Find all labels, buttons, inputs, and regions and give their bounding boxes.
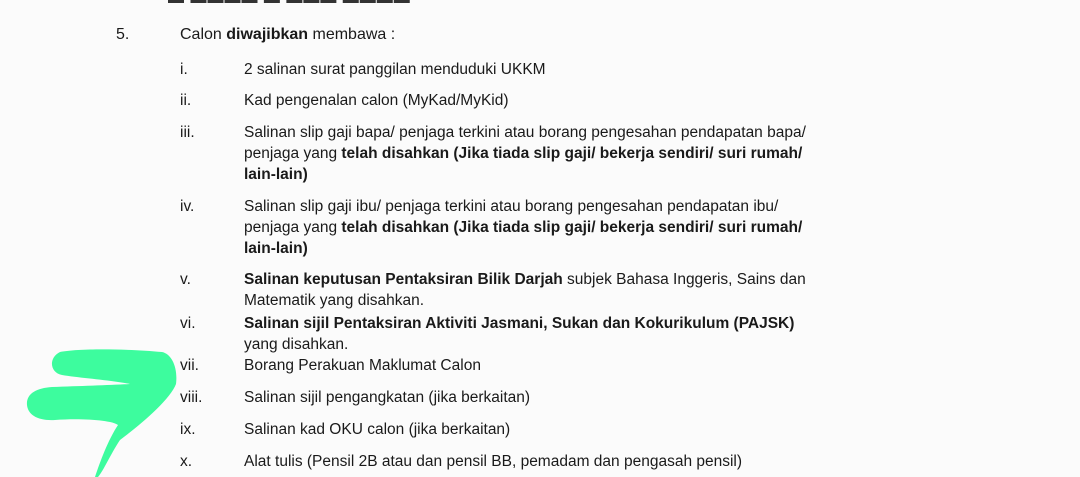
item-line-2-normal: penjaga yang (244, 145, 342, 162)
item-text (244, 269, 806, 311)
item-line-1: Salinan slip gaji ibu/ penjaga terkini atau borang pengesahan pendapatan ibu/ (244, 198, 779, 215)
item-numeral: x. (180, 453, 193, 470)
item-numeral: vi. (180, 315, 196, 332)
item-text (244, 122, 974, 185)
item-numeral: i. (180, 61, 188, 78)
item-text: Kad pengenalan calon (MyKad/MyKid) (244, 92, 509, 109)
item-numeral: iv. (180, 198, 195, 215)
item-line-2: yang disahkan. (244, 336, 349, 353)
cropped-previous-line (168, 0, 568, 3)
item-line-2 (244, 217, 802, 238)
item-numeral: ii. (180, 92, 192, 109)
item-line-3-bold: lain-lain) (244, 166, 308, 183)
item-line-3-bold: lain-lain) (244, 240, 308, 257)
item-text: 2 salinan surat panggilan menduduki UKKM (244, 61, 546, 78)
item-numeral: viii. (180, 389, 203, 406)
item-line-2: Matematik yang disahkan. (244, 292, 425, 309)
item-text: Salinan sijil pengangkatan (jika berkaitan) (244, 389, 531, 406)
intro-suffix: membawa : (308, 26, 396, 43)
item-line-1-bold: Salinan keputusan Pentaksiran Bilik Darjah (244, 271, 563, 288)
item-numeral: ix. (180, 421, 196, 438)
item-line-1 (244, 313, 794, 334)
item-text (244, 196, 802, 259)
item-numeral: v. (180, 271, 191, 288)
item-line-2-normal: penjaga yang (244, 219, 342, 236)
item-line-2-bold: telah disahkan (Jika tiada slip gaji/ bekerja sendiri/ suri rumah/ (341, 219, 803, 236)
item-text: Borang Perakuan Maklumat Calon (244, 357, 481, 374)
section-number: 5. (116, 26, 130, 43)
intro-prefix: Calon (180, 26, 227, 43)
item-line-3 (244, 164, 974, 185)
item-line-1 (244, 269, 806, 290)
item-line-2-bold: telah disahkan (Jika tiada slip gaji/ bekerja sendiri/ suri rumah/ (341, 145, 803, 162)
item-line-3 (244, 238, 802, 259)
highlighter-stroke (27, 349, 176, 477)
section-intro (180, 26, 395, 44)
item-line-2 (244, 143, 974, 164)
intro-bold: diwajibkan (226, 26, 309, 43)
item-text: Salinan kad OKU calon (jika berkaitan) (244, 421, 511, 438)
item-line-1-normal: subjek Bahasa Inggeris, Sains dan (562, 271, 806, 288)
highlighter-arrow-icon (0, 0, 240, 477)
item-line-1: Salinan slip gaji bapa/ penjaga terkini atau borang pengesahan pendapatan bapa/ (244, 124, 806, 141)
item-line-1-bold: Salinan sijil Pentaksiran Aktiviti Jasmani, Sukan dan Kokurikulum (PAJSK) (244, 315, 795, 332)
item-text (244, 313, 794, 355)
item-text: Alat tulis (Pensil 2B atau dan pensil BB, pemadam dan pengasah pensil) (244, 453, 743, 470)
item-numeral: iii. (180, 124, 195, 141)
item-numeral: vii. (180, 357, 199, 374)
